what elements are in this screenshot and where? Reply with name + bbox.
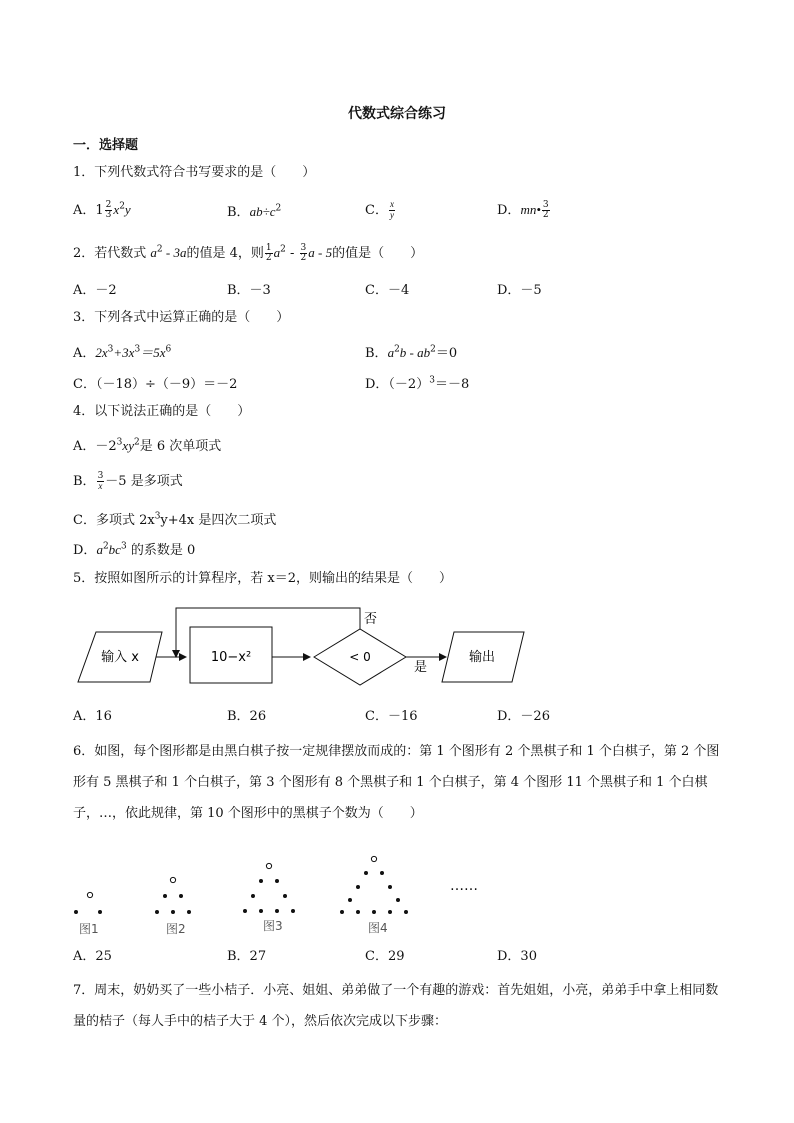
q6-pattern-figure	[65, 848, 505, 938]
q2-option-d: D．－5	[497, 283, 542, 298]
pattern-ellipsis: ……	[450, 878, 478, 894]
black-piece	[283, 894, 287, 898]
q6-option-c: C．29	[365, 949, 405, 964]
fig-label-1: 图1	[79, 922, 99, 936]
q5-option-d: D．－26	[497, 709, 550, 724]
q4-option-a: A．$-2^3xy^2$是 6 次单项式	[73, 437, 222, 454]
black-piece	[380, 871, 384, 875]
black-piece	[404, 910, 408, 914]
black-piece	[155, 910, 159, 914]
black-piece	[340, 910, 344, 914]
black-piece	[243, 909, 247, 913]
q6-option-b: B．27	[227, 949, 267, 964]
q3-option-c: C．（－18）÷（－9）＝－2	[73, 377, 238, 392]
q4-option-d: D．$a^2bc^3$ 的系数是 0	[73, 541, 196, 558]
yes-label: 是	[414, 660, 428, 675]
q1-option-d: D．mn• $\frac{3}{2}$	[497, 200, 549, 220]
black-piece	[179, 894, 183, 898]
white-piece	[371, 856, 376, 861]
q6-stem: 6．如图，每个图形都是由黑白棋子按一定规律摆放而成的：第 1 个图形有 2 个黑棋子和 1 个白棋子，第 2 个图形有 5 黑棋子和 1 个白棋子，第 3 个图形有 8 个黑棋子和 1 个白棋子，第 4 个图形 11 个黑棋子和 1 个白棋子，…，依此规律，第 10 个图形中的黑棋子个数为（ ）	[73, 744, 720, 821]
q5-option-c: C．－16	[365, 709, 418, 724]
fig-label-2: 图2	[166, 922, 186, 936]
fig-label-4: 图4	[368, 921, 388, 935]
q2-option-a: A．－2	[73, 283, 117, 298]
q3-option-b: B．$a^2b - ab^2=0$	[365, 344, 458, 361]
q1-option-b: B．$ab\div c^2$	[227, 203, 282, 220]
q7-stem: 7．周末，奶奶买了一些小桔子．小亮、姐姐、弟弟做了一个有趣的游戏：首先姐姐，小亮，弟弟手中拿上相同数量的桔子（每人手中的桔子大于 4 个），然后依次完成以下步骤：	[73, 983, 719, 1029]
black-piece	[396, 898, 400, 902]
q2-option-b: B．－3	[227, 283, 271, 298]
white-piece	[170, 877, 175, 882]
black-piece	[275, 879, 279, 883]
q5-stem: 5．按照如图所示的计算程序，若 x＝2，则输出的结果是（ ）	[73, 571, 453, 586]
q5-flowchart	[70, 600, 540, 695]
q5-option-b: B．26	[227, 709, 267, 724]
white-piece	[266, 863, 271, 868]
q2-stem: 2．若代数式 $a^2 - 3a$的值是 4，则 $\frac{1}{2}$ $a^2$ - $\frac{3}{2}$ a - 5的值是（ ）	[73, 243, 424, 263]
q1-option-c: C． $\frac{x}{y}$	[365, 199, 394, 220]
black-piece	[259, 879, 263, 883]
black-piece	[364, 871, 368, 875]
q4-option-b: B． $\frac{3}{x}-5$ 是多项式	[73, 470, 183, 491]
black-piece	[291, 909, 295, 913]
fig-label-3: 图3	[263, 919, 283, 933]
black-piece	[388, 910, 392, 914]
section-heading: 一．选择题	[73, 138, 139, 153]
page-title: 代数式综合练习	[348, 106, 446, 122]
input-label: 输入 x	[101, 650, 139, 665]
q2-option-c: C．－4	[365, 283, 410, 298]
black-piece	[372, 910, 376, 914]
black-piece	[259, 909, 263, 913]
black-piece	[356, 885, 360, 889]
black-piece	[98, 910, 102, 914]
q6-option-a: A．25	[73, 949, 112, 964]
decision-label: < 0	[349, 650, 371, 664]
black-piece	[388, 885, 392, 889]
q3-option-d: D．$(-2)^3=-8$	[365, 375, 470, 392]
white-piece	[87, 892, 92, 897]
black-piece	[275, 909, 279, 913]
q3-stem: 3．下列各式中运算正确的是（ ）	[73, 310, 290, 325]
q3-option-a: A．$2x^3+3x^3=5x^6$	[73, 344, 172, 361]
output-label: 输出	[468, 650, 496, 665]
black-piece	[251, 894, 255, 898]
process-label: 10−x²	[210, 650, 252, 665]
black-piece	[187, 910, 191, 914]
black-piece	[163, 894, 167, 898]
q5-option-a: A．16	[73, 709, 112, 724]
q1-stem: 1．下列代数式符合书写要求的是（ ）	[73, 165, 316, 180]
q4-stem: 4．以下说法正确的是（ ）	[73, 404, 251, 419]
black-piece	[348, 898, 352, 902]
black-piece	[356, 910, 360, 914]
black-piece	[74, 910, 78, 914]
no-label: 否	[364, 612, 378, 627]
q6-option-d: D．30	[497, 949, 537, 964]
q4-option-c: C．多项式 $2x^3y+4x$ 是四次二项式	[73, 511, 277, 528]
q1-option-a: A．1 $\frac{2}{3}$ $x^2y$	[73, 200, 131, 220]
black-piece	[171, 910, 175, 914]
